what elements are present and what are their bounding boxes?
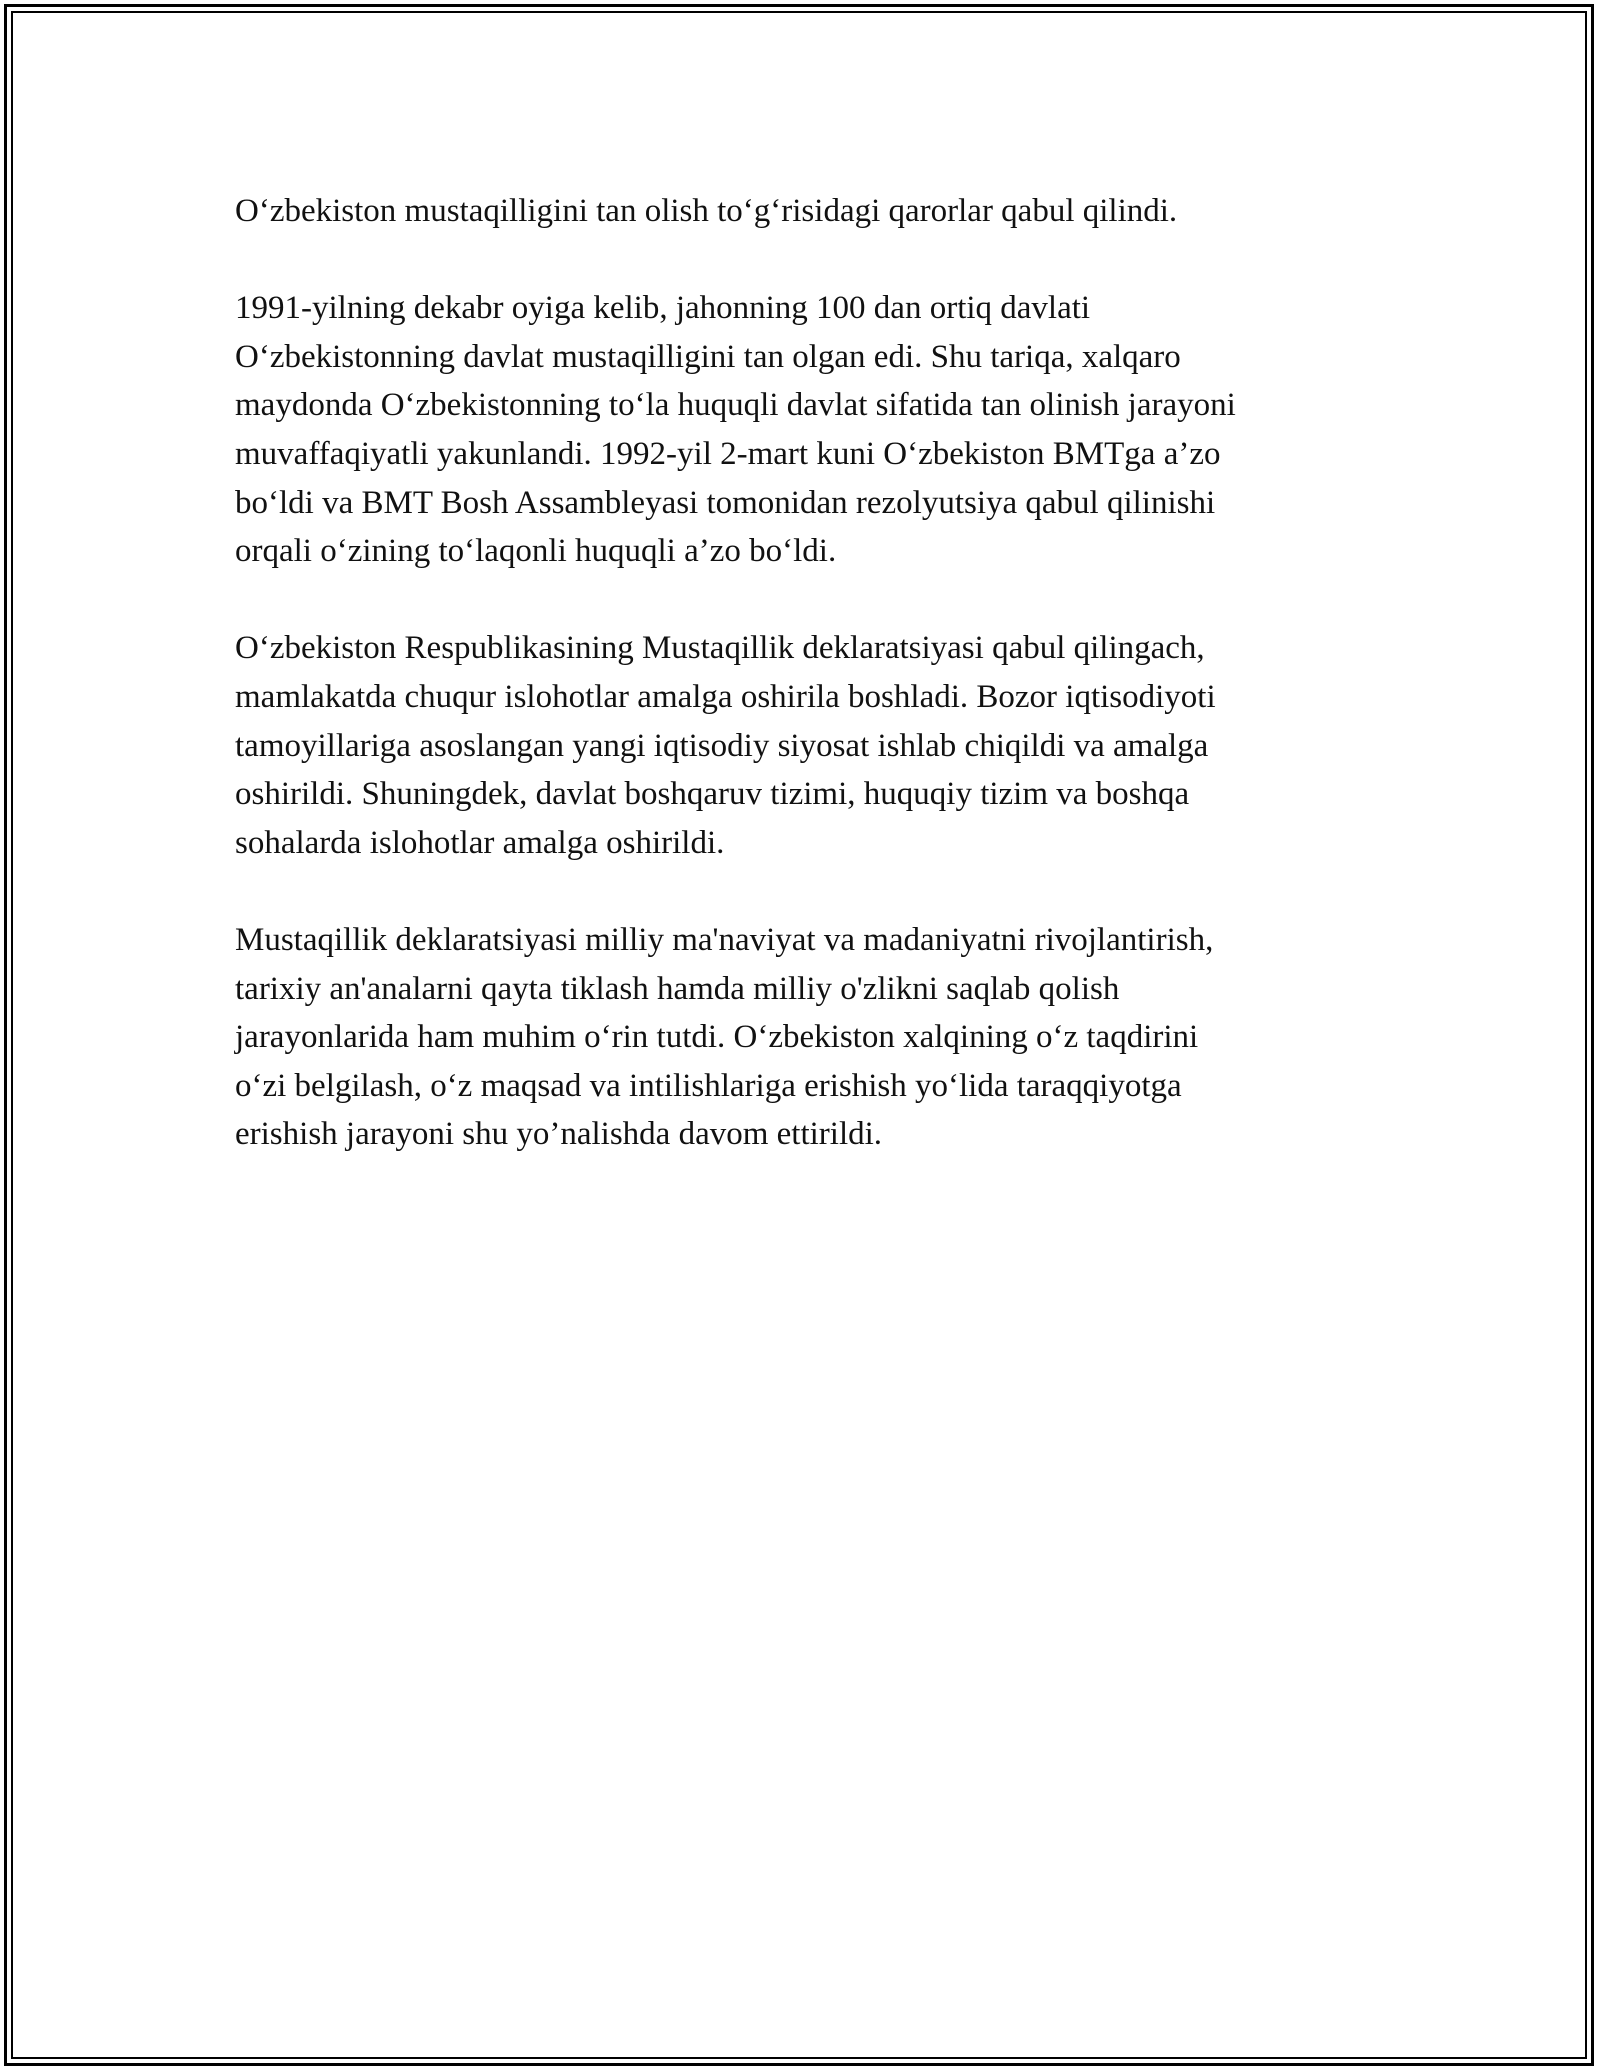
text-line: tarixiy an'analarni qayta tiklash hamda milliy o'zlikni saqlab qolish [235,970,1120,1007]
paragraph-recognition [235,284,1375,576]
text-line: orqali o‘zining to‘laqonli huquqli a’zo bo‘ldi. [235,533,837,570]
text-line: muvaffaqiyatli yakunlandi. 1992-yil 2-mart kuni O‘zbekiston BMTga a’zo [235,435,1221,472]
text-line: mamlakatda chuqur islohotlar amalga oshirila boshladi. Bozor iqtisodiyoti [235,678,1216,715]
text-line: jarayonlarida ham muhim o‘rin tutdi. O‘zbekiston xalqining o‘z taqdirini [235,1019,1199,1056]
text-line: O‘zbekistonning davlat mustaqilligini tan olgan edi. Shu tariqa, xalqaro [235,338,1181,375]
text-line: tamoyillariga asoslangan yangi iqtisodiy siyosat ishlab chiqildi va amalga [235,727,1209,764]
text-line: Mustaqillik deklaratsiyasi milliy ma'naviyat va madaniyatni rivojlantirish, [235,921,1214,958]
text-line: bo‘ldi va BMT Bosh Assambleyasi tomonidan rezolyutsiya qabul qilinishi [235,484,1216,521]
text-line: oshirildi. Shuningdek, davlat boshqaruv tizimi, huquqiy tizim va boshqa [235,776,1190,813]
paragraph-culture [235,916,1375,1159]
document-body [235,187,1375,1159]
text-line: maydonda O‘zbekistonning to‘la huquqli davlat sifatida tan olinish jarayoni [235,387,1236,424]
text-line: erishish jarayoni shu yo’nalishda davom ettirildi. [235,1116,883,1153]
text-line: sohalarda islohotlar amalga oshirildi. [235,824,725,861]
paragraph-reforms [235,624,1375,867]
text-line: O‘zbekiston mustaqilligini tan olish to‘g‘risidagi qarorlar qabul qilindi. [235,193,1178,229]
text-line: o‘zi belgilash, o‘z maqsad va intilishlariga erishish yo‘lida taraqqiyotga [235,1067,1182,1104]
text-line: O‘zbekiston Respublikasining Mustaqillik deklaratsiyasi qabul qilingach, [235,630,1205,667]
paragraph-intro [235,187,1375,236]
text-line: 1991-yilning dekabr oyiga kelib, jahonning 100 dan ortiq davlati [235,290,1091,327]
